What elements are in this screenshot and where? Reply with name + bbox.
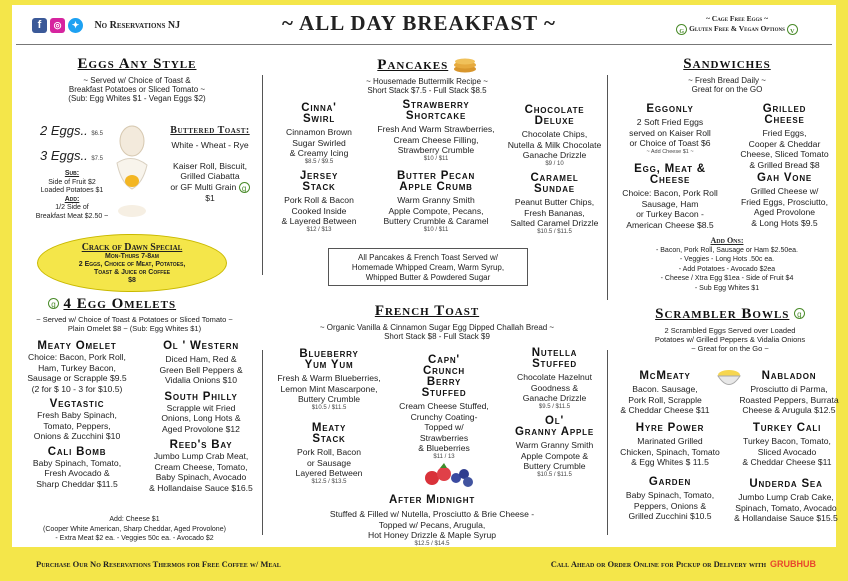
column-divider <box>607 75 608 300</box>
pancake-item: Cinna' Swirl Cinnamon Brown Sugar Swirled & Creamy Icing $8.5 / $9.5 <box>286 102 352 165</box>
scrambler-item: Underda Sea Jumbo Lump Crab Cake, Spinach, Tomato, Avocado & Hollandaise Sauce $15.5 <box>734 478 838 523</box>
social-icons <box>32 17 180 35</box>
gluten-free-icon: g <box>48 298 59 309</box>
served-with-box: All Pancakes & French Toast Served w/ Homemade Whipped Cream, Warm Syrup, Whipped Butter & Powdered Sugar <box>328 248 528 286</box>
buttered-toast: Buttered Toast: White - Wheat - Rye Kaiser Roll, Biscuit, Grilled Ciabatta or GF Multi Grain g $1 <box>170 125 250 203</box>
header-divider <box>16 44 832 45</box>
french-toast-item: Blueberry Yum Yum Fresh & Warm Blueberries, Lemon Mint Mascarpone, Buttery Crumble $10.5 / $11.5 <box>277 348 381 411</box>
omelet-add-ons: Add: Cheese $1 (Cooper White American, Sharp Cheddar, Aged Provolone) - Extra Meat $2 ea. - Veggies 50c ea. - Avocado $2 <box>43 516 226 542</box>
scrambler-item: Turkey Cali Turkey Bacon, Tomato, Sliced Avocado & Cheddar Cheese $11 <box>742 422 832 467</box>
eggs-section-title: Eggs Any Style <box>77 56 197 72</box>
three-eggs-item: 3 Eggs.. $7.5 <box>40 148 104 163</box>
scrambler-item: Nabladon Prosciutto di Parma, Roasted Peppers, Burrata Cheese & Arugula $12.5 <box>739 370 839 415</box>
thermos-promo: Purchase Our No Reservations Thermos for Free Coffee w/ Meal <box>36 559 281 569</box>
gluten-free-icon: g <box>794 308 805 319</box>
pancake-item: Jersey Stack Pork Roll & Bacon Cooked Inside & Layered Between $12 / $13 <box>281 170 357 233</box>
crack-of-dawn-special: Crack of Dawn Special Mon-Thurs 7-8am 2 Eggs, Choice of Meat, Potatoes, Toast & Juice or Coffee $8 <box>37 234 227 292</box>
omelets-title-row <box>48 295 248 313</box>
scrambler-item: Garden Baby Spinach, Tomato, Peppers, Onions & Grilled Zucchini $10.5 <box>625 476 715 521</box>
two-eggs-item: 2 Eggs.. $6.5 <box>40 123 104 138</box>
footer-bar <box>12 547 836 581</box>
pancake-item: Chocolate Deluxe Chocolate Chips, Nutella & Milk Chocolate Ganache Drizzle $9 / 10 <box>507 104 602 167</box>
sandwich-item: Eggonly 2 Soft Fried Eggs served on Kaiser Roll or Choice of Toast $6 ~ Add Cheese $1 ~ <box>629 103 711 155</box>
grubhub-logo[interactable]: GRUBHUB <box>770 559 816 569</box>
french-toast-subtitle: ~ Organic Vanilla & Cinnamon Sugar Egg Dipped Challah Bread ~ Short Stack $8 - Full Stack $9 <box>319 323 555 341</box>
twitter-icon[interactable]: ✦ <box>68 18 83 33</box>
column-divider <box>607 350 608 535</box>
omelets-served-text: ~ Served w/ Choice of Toast & Potatoes or Sliced Tomato ~ Plain Omelet $8 ~ (Sub: Egg Whites $1) <box>36 315 233 333</box>
gluten-free-icon: g <box>239 182 250 193</box>
pancake-item: Caramel Sundae Peanut Butter Chips, Fresh Bananas, Salted Caramel Drizzle $10.5 / $11.5 <box>510 172 599 235</box>
pancake-item: Strawberry Shortcake Fresh And Warm Strawberries, Cream Cheese Filling, Strawberry Crumble $10 / $11 <box>377 99 495 162</box>
page-title: ~ ALL DAY BREAKFAST ~ <box>282 11 556 35</box>
omelet-item: Ol ' Western Diced Ham, Red & Green Bell Peppers & Vidalia Onions $10 <box>159 340 243 385</box>
sandwich-item: Egg, Meat & Cheese Choice: Bacon, Pork Roll Sausage, Ham or Turkey Bacon - American Cheese $8.5 <box>622 163 718 230</box>
berries-image <box>420 460 480 490</box>
omelet-item: Cali Bomb Baby Spinach, Tomato, Fresh Avocado & Sharp Cheddar $11.5 <box>32 445 122 489</box>
pancakes-title-row <box>312 56 542 74</box>
pancakes-subtitle: ~ Housemade Buttermilk Recipe ~ Short Stack $7.5 - Full Stack $8.5 <box>366 77 488 95</box>
french-toast-section-title: French Toast <box>374 303 480 319</box>
pancake-stack-icon <box>453 57 477 73</box>
order-online-text: Call Ahead or Order Online for Pickup or Delivery with GRUBHUB <box>550 559 816 569</box>
after-midnight-item: After Midnight Stuffed & Filled w/ Nutella, Prosciutto & Brie Cheese - Topped w/ Pecans, Arugula, Hot Honey Drizzle & Maple Syrup $12.5 / $14.5 <box>329 494 535 547</box>
gluten-free-icon: g <box>676 24 687 35</box>
pancake-item: Butter Pecan Apple Crumb Warm Granny Smith Apple Compote, Pecans, Buttery Crumble & Caramel $10 / $11 <box>383 170 489 233</box>
french-toast-item: Ol' Granny Apple Warm Granny Smith Apple Compote & Buttery Crumble $10.5 / $11.5 <box>515 415 594 478</box>
french-toast-item: Nutella Stuffed Chocolate Hazelnut Goodness & Ganache Drizzle $9.5 / $11.5 <box>516 347 592 410</box>
omelet-column-left <box>14 341 140 489</box>
scrambler-title-row <box>620 305 840 323</box>
omelet-item: Meaty Omelet Choice: Bacon, Pork Roll, Ham, Turkey Bacon, Sausage or Scrapple $9.5 (2 for $ 10 - 3 for $10.5) <box>27 340 127 394</box>
eggs-sub-add: Sub: Side of Fruit $2 Loaded Potatoes $1 Add: 1/2 Side of Breakfast Meat $2.50 ~ <box>35 170 109 220</box>
scrambler-subtitle: 2 Scrambled Eggs Served over Loaded Potatoes w/ Grilled Peppers & Vidalia Onions ~ Great for on the Go ~ <box>654 326 806 353</box>
omelet-item: South Philly Scrapple wit Fried Onions, Long Hots & Aged Provolone $12 <box>161 390 241 434</box>
sandwich-add-ons: Add Ons: - Bacon, Pork Roll, Sausage or Ham $2.50ea. - Veggies - Long Hots .50c ea. - Add Potatoes - Avocado $2ea - Cheese / Xtra Egg $1ea - Side of Fruit $4 - Sub Egg Whites $1 <box>655 236 799 292</box>
omelet-item: Vegtastic Fresh Baby Spinach, Tomato, Peppers, Onions & Zucchini $10 <box>33 398 121 441</box>
sandwiches-subtitle: ~ Fresh Bread Daily ~ Great for on the GO <box>688 76 766 94</box>
omelet-item: Reed's Bay Jumbo Lump Crab Meat, Cream Cheese, Tomato, Baby Spinach, Avocado & Hollandaise Sauce $16.5 <box>149 439 253 493</box>
cage-free-text: ~ Cage Free Eggs ~ <box>706 14 768 23</box>
scrambler-item: McMeaty Bacon. Sausage, Pork Roll, Scrapple & Cheddar Cheese $11 <box>620 370 710 415</box>
french-toast-item: Meaty Stack Pork Roll, Bacon or Sausage Layered Between $12.5 / $13.5 <box>295 422 363 485</box>
sandwiches-section-title: Sandwiches <box>683 56 771 72</box>
vegan-icon: v <box>787 24 798 35</box>
scrambler-section-title: Scrambler Bowls <box>655 306 790 322</box>
eggs-served-text: ~ Served w/ Choice of Toast & Breakfast Potatoes or Sliced Tomato ~ (Sub: Egg Whites $1 - Vegan Eggs $2) <box>68 76 206 103</box>
column-divider <box>262 75 263 275</box>
omelets-section-title: 4 Egg Omelets <box>63 296 177 312</box>
scrambler-item: Hyre Power Marinated Grilled Chicken, Spinach, Tomato & Egg Whites $ 11.5 <box>620 422 720 467</box>
instagram-icon[interactable]: ◎ <box>50 18 65 33</box>
gf-vegan-text: Gluten Free & Vegan Options <box>689 24 785 34</box>
french-toast-item: Capn' Crunch Berry Stuffed Cream Cheese Stuffed, Crunchy Coating- Topped w/ Strawberries & Blueberries $11 / 13 <box>399 354 489 460</box>
header-badges <box>642 14 832 35</box>
sandwich-item: Gah Vone Grilled Cheese w/ Fried Eggs, Prosciutto, Aged Provolone & Long Hots $9.5 <box>741 172 828 228</box>
column-divider <box>262 350 263 535</box>
facebook-icon[interactable]: f <box>32 18 47 33</box>
sandwich-item: Grilled Cheese Fried Eggs, Cooper & Cheddar Cheese, Sliced Tomato & Grilled Bread $8 <box>740 103 829 170</box>
brand-name: No Reservations NJ <box>94 20 181 32</box>
pancakes-section-title: Pancakes <box>377 57 449 73</box>
omelet-column-right <box>142 341 260 493</box>
